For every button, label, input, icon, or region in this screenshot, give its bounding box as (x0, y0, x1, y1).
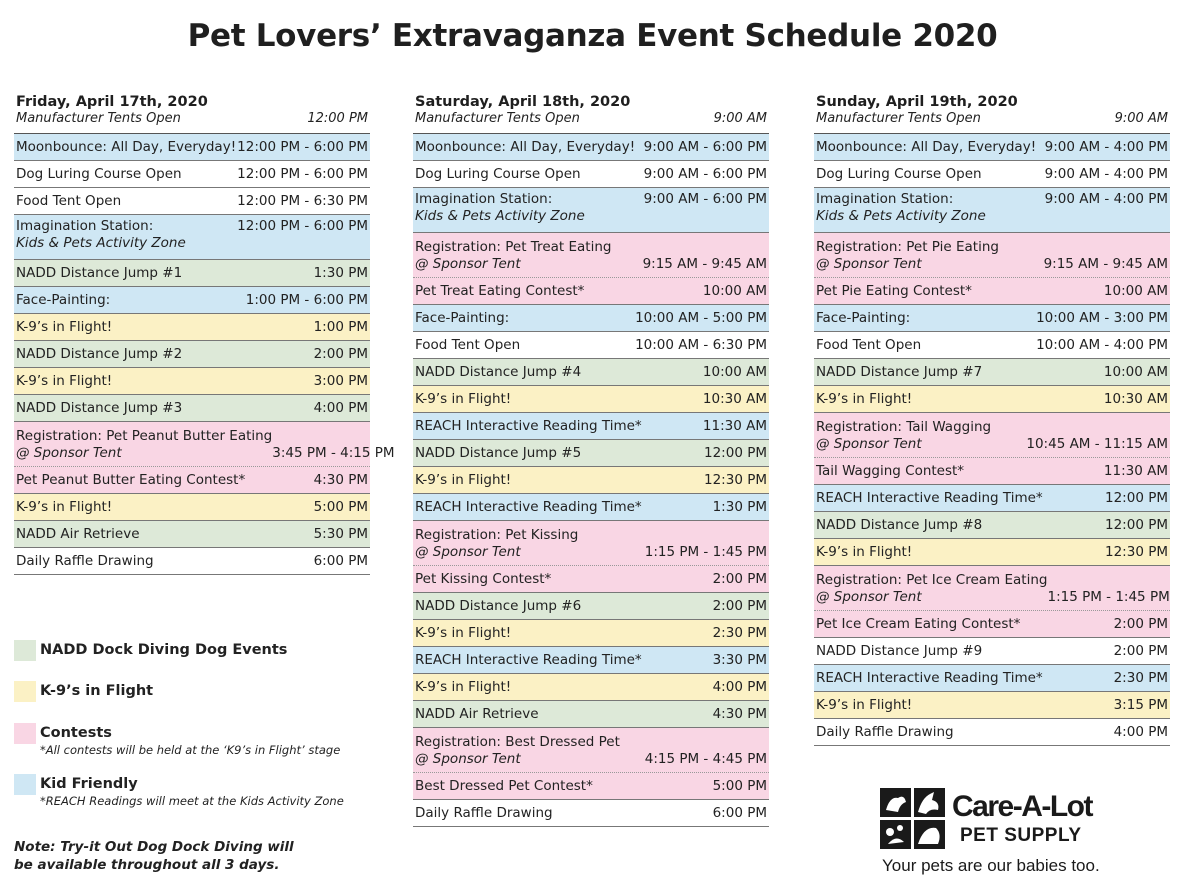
schedule-row (413, 332, 769, 359)
event-name: Moonbounce: All Day, Everyday! (415, 139, 636, 155)
event-label-group (415, 445, 581, 462)
event-label-group (816, 310, 910, 327)
event-name: K-9’s in Flight! (16, 499, 113, 515)
event-label-group (415, 805, 553, 822)
event-time: 12:00 PM - 6:00 PM (237, 139, 368, 155)
event-name: Dog Luring Course Open (16, 166, 182, 182)
event-name: Food Tent Open (16, 193, 122, 209)
event-label-group (816, 391, 912, 408)
schedule-row (413, 233, 769, 278)
event-time: 10:30 AM (1103, 391, 1168, 407)
logo-tagline: Your pets are our babies too. (882, 856, 1100, 875)
event-time: 12:00 PM - 6:00 PM (237, 166, 368, 182)
event-label-group (816, 544, 912, 561)
event-name: REACH Interactive Reading Time* (816, 670, 1043, 686)
day-title: Friday, April 17th, 2020 (16, 94, 208, 110)
schedule-row (14, 260, 370, 287)
event-location: @ Sponsor Tent (16, 445, 122, 461)
event-time: 9:00 AM - 4:00 PM (1044, 166, 1168, 182)
schedule-row (413, 278, 769, 305)
event-label-group (16, 346, 182, 363)
schedule-row (814, 638, 1170, 665)
event-name: Pet Pie Eating Contest* (816, 283, 972, 299)
event-name: REACH Interactive Reading Time* (415, 652, 642, 668)
event-name: Imagination Station: (415, 191, 553, 207)
event-name: Registration: Pet Kissing (415, 527, 579, 543)
event-name: NADD Distance Jump #5 (415, 445, 582, 461)
event-time: 4:15 PM - 4:45 PM (644, 751, 767, 767)
tents-open-line (16, 111, 368, 127)
event-time: 9:00 AM - 6:00 PM (643, 139, 767, 155)
legend-label: K-9’s in Flight (40, 683, 154, 699)
schedule-row (413, 161, 769, 188)
tents-open-line (816, 111, 1168, 127)
event-time: 2:00 PM (1113, 616, 1168, 632)
event-time: 1:00 PM (313, 319, 368, 335)
event-name: NADD Distance Jump #3 (16, 400, 183, 416)
event-name: Imagination Station: (16, 218, 154, 234)
event-name: Registration: Pet Treat Eating (415, 239, 612, 255)
schedule-row (814, 233, 1170, 278)
event-name: K-9’s in Flight! (816, 697, 913, 713)
event-name: NADD Distance Jump #7 (816, 364, 983, 380)
event-name: NADD Distance Jump #9 (816, 643, 983, 659)
event-label-group (16, 193, 121, 210)
event-label-group (816, 283, 972, 300)
legend-swatch-blue (14, 774, 36, 795)
event-name: Registration: Pet Ice Cream Eating (816, 572, 1048, 588)
schedule-row (413, 440, 769, 467)
event-name: Daily Raffle Drawing (816, 724, 954, 740)
event-label-group (16, 553, 154, 570)
event-name: NADD Distance Jump #4 (415, 364, 582, 380)
event-name: Food Tent Open (816, 337, 922, 353)
schedule-row (814, 512, 1170, 539)
event-label-group (415, 679, 511, 696)
event-label-group (415, 239, 611, 273)
event-time: 4:30 PM (313, 472, 368, 488)
legend-item-dock-diving (14, 640, 287, 661)
schedule-row (14, 341, 370, 368)
event-name: Pet Kissing Contest* (415, 571, 552, 587)
tents-open-label: Manufacturer Tents Open (16, 111, 181, 126)
event-name: Pet Peanut Butter Eating Contest* (16, 472, 246, 488)
event-label-group (415, 191, 585, 225)
schedule-row (413, 566, 769, 593)
legend-item-contests (14, 723, 340, 758)
event-time: 2:00 PM (1113, 643, 1168, 659)
legend-item-k9-flight (14, 681, 153, 702)
event-time: 9:00 AM - 4:00 PM (1044, 139, 1168, 155)
event-label-group (415, 499, 642, 516)
event-label-group (816, 364, 982, 381)
schedule-row (14, 395, 370, 422)
event-time: 1:30 PM (712, 499, 767, 515)
schedule-row (413, 647, 769, 674)
event-name: Moonbounce: All Day, Everyday! (816, 139, 1037, 155)
event-name: K-9’s in Flight! (816, 391, 913, 407)
event-location: @ Sponsor Tent (415, 544, 521, 560)
page-title: Pet Lovers’ Extravaganza Event Schedule 2020 (187, 18, 998, 54)
legend-swatch-green (14, 640, 36, 661)
event-location: @ Sponsor Tent (816, 256, 922, 272)
schedule-list (413, 134, 769, 827)
event-time: 12:30 PM (704, 472, 767, 488)
event-label-group (816, 517, 982, 534)
schedule-row (413, 134, 769, 161)
event-name: Face-Painting: (415, 310, 510, 326)
event-label-group (816, 239, 999, 273)
event-time: 9:00 AM - 4:00 PM (1044, 191, 1168, 207)
event-time: 12:30 PM (1105, 544, 1168, 560)
event-time: 3:45 PM - 4:15 PM (272, 445, 395, 461)
event-label-group (816, 697, 912, 714)
schedule-row (814, 692, 1170, 719)
schedule-row (14, 215, 370, 260)
event-label-group (816, 166, 982, 183)
event-time: 4:30 PM (712, 706, 767, 722)
schedule-row (413, 494, 769, 521)
event-name: NADD Air Retrieve (16, 526, 140, 542)
event-location: Kids & Pets Activity Zone (16, 235, 186, 251)
event-name: Face-Painting: (16, 292, 111, 308)
event-label-group (16, 292, 110, 309)
event-time: 10:00 AM - 3:00 PM (1036, 310, 1168, 326)
event-name: K-9’s in Flight! (415, 391, 512, 407)
event-label-group (816, 724, 954, 741)
event-name: NADD Air Retrieve (415, 706, 539, 722)
schedule-row (814, 665, 1170, 692)
event-name: Tail Wagging Contest* (816, 463, 965, 479)
day-header (413, 93, 769, 134)
legend-swatch-yellow (14, 681, 36, 702)
event-label-group (816, 419, 991, 453)
event-label-group (415, 734, 620, 768)
event-name: NADD Distance Jump #1 (16, 265, 183, 281)
event-time: 1:15 PM - 1:45 PM (644, 544, 767, 560)
event-label-group (16, 166, 182, 183)
event-time: 1:00 PM - 6:00 PM (245, 292, 368, 308)
schedule-row (814, 134, 1170, 161)
legend-item-kid-friendly (14, 774, 344, 809)
schedule-row (814, 413, 1170, 458)
tents-open-label: Manufacturer Tents Open (816, 111, 981, 126)
legend-note: *REACH Readings will meet at the Kids Activity Zone (40, 794, 344, 808)
schedule-row (814, 386, 1170, 413)
event-name: Dog Luring Course Open (816, 166, 982, 182)
event-label-group (415, 652, 642, 669)
schedule-row (413, 800, 769, 827)
event-label-group (415, 527, 578, 561)
event-time: 10:00 AM - 6:30 PM (635, 337, 767, 353)
event-name: Best Dressed Pet Contest* (415, 778, 593, 794)
event-name: K-9’s in Flight! (415, 472, 512, 488)
schedule-row (814, 188, 1170, 233)
event-time: 3:30 PM (712, 652, 767, 668)
tents-open-time: 12:00 PM (307, 111, 368, 126)
event-label-group (415, 283, 584, 300)
event-time: 5:00 PM (712, 778, 767, 794)
event-name: Registration: Best Dressed Pet (415, 734, 620, 750)
schedule-row (413, 413, 769, 440)
event-label-group (16, 319, 112, 336)
event-label-group (415, 418, 642, 435)
event-name: REACH Interactive Reading Time* (415, 499, 642, 515)
event-location: @ Sponsor Tent (415, 256, 521, 272)
event-time: 9:00 AM - 6:00 PM (643, 191, 767, 207)
event-time: 9:00 AM - 6:00 PM (643, 166, 767, 182)
schedule-row (814, 611, 1170, 638)
event-location: @ Sponsor Tent (816, 436, 922, 452)
event-name: REACH Interactive Reading Time* (415, 418, 642, 434)
event-label-group (415, 472, 511, 489)
event-time: 2:00 PM (712, 571, 767, 587)
event-name: Registration: Pet Pie Eating (816, 239, 999, 255)
event-label-group (16, 265, 182, 282)
event-label-group (16, 472, 245, 489)
event-time: 10:00 AM - 5:00 PM (635, 310, 767, 326)
event-label-group (415, 139, 635, 156)
day-header (814, 93, 1170, 134)
event-label-group (16, 218, 186, 252)
event-time: 10:30 AM (702, 391, 767, 407)
event-location: @ Sponsor Tent (415, 751, 521, 767)
event-label-group (16, 139, 236, 156)
schedule-row (814, 485, 1170, 512)
event-label-group (16, 400, 182, 417)
event-time: 4:00 PM (1113, 724, 1168, 740)
event-time: 2:30 PM (1113, 670, 1168, 686)
tents-open-line (415, 111, 767, 127)
event-label-group (816, 670, 1043, 687)
schedule-row (14, 467, 370, 494)
event-label-group (415, 625, 511, 642)
event-location: Kids & Pets Activity Zone (415, 208, 585, 224)
event-time: 9:15 AM - 9:45 AM (642, 256, 767, 272)
event-time: 12:00 PM (1105, 517, 1168, 533)
event-name: Pet Ice Cream Eating Contest* (816, 616, 1021, 632)
schedule-row (814, 359, 1170, 386)
schedule-row (14, 161, 370, 188)
event-time: 5:30 PM (313, 526, 368, 542)
schedule-row (14, 548, 370, 575)
schedule-row (413, 359, 769, 386)
schedule-list (14, 134, 395, 575)
legend-label: Kid Friendly (40, 776, 138, 792)
schedule-row (14, 521, 370, 548)
event-name: Daily Raffle Drawing (415, 805, 553, 821)
event-name: Registration: Pet Peanut Butter Eating (16, 428, 273, 444)
event-time: 10:00 AM (1103, 364, 1168, 380)
logo-brand-name: Care-A-Lot (952, 790, 1092, 823)
event-name: Face-Painting: (816, 310, 911, 326)
event-name: Pet Treat Eating Contest* (415, 283, 585, 299)
schedule-row (814, 305, 1170, 332)
event-name: Dog Luring Course Open (415, 166, 581, 182)
event-time: 9:15 AM - 9:45 AM (1043, 256, 1168, 272)
event-time: 6:00 PM (712, 805, 767, 821)
event-name: NADD Distance Jump #6 (415, 598, 582, 614)
schedule-row (413, 620, 769, 647)
event-time: 10:00 AM (702, 364, 767, 380)
event-time: 4:00 PM (712, 679, 767, 695)
event-name: K-9’s in Flight! (816, 544, 913, 560)
schedule-row (814, 719, 1170, 746)
event-time: 10:00 AM (702, 283, 767, 299)
schedule-row (413, 386, 769, 413)
legend-note: *All contests will be held at the ‘K9’s in Flight’ stage (40, 743, 341, 757)
schedule-row (814, 566, 1170, 611)
event-time: 2:00 PM (712, 598, 767, 614)
event-name: K-9’s in Flight! (415, 679, 512, 695)
event-label-group (816, 572, 1047, 606)
event-label-group (816, 139, 1036, 156)
event-label-group (415, 706, 539, 723)
day-column-saturday (413, 93, 769, 827)
event-name: Imagination Station: (816, 191, 954, 207)
event-label-group (816, 337, 921, 354)
event-name: K-9’s in Flight! (16, 319, 113, 335)
schedule-row (14, 368, 370, 395)
event-time: 3:15 PM (1113, 697, 1168, 713)
day-title: Sunday, April 19th, 2020 (816, 94, 1018, 110)
event-label-group (816, 490, 1043, 507)
event-label-group (415, 571, 551, 588)
event-label-group (415, 166, 581, 183)
event-time: 1:30 PM (313, 265, 368, 281)
event-name: Daily Raffle Drawing (16, 553, 154, 569)
event-time: 12:00 PM (1105, 490, 1168, 506)
schedule-row (413, 593, 769, 620)
event-time: 10:45 AM - 11:15 AM (1026, 436, 1168, 452)
schedule-row (14, 188, 370, 215)
event-time: 10:00 AM (1103, 283, 1168, 299)
schedule-row (14, 314, 370, 341)
event-label-group (415, 598, 581, 615)
legend-swatch-pink (14, 723, 36, 744)
event-name: NADD Distance Jump #8 (816, 517, 983, 533)
event-name: Registration: Tail Wagging (816, 419, 992, 435)
event-time: 11:30 AM (1103, 463, 1168, 479)
event-name: K-9’s in Flight! (16, 373, 113, 389)
event-time: 12:00 PM - 6:00 PM (237, 218, 368, 234)
event-location: Kids & Pets Activity Zone (816, 208, 986, 224)
event-time: 11:30 AM (702, 418, 767, 434)
schedule-row (413, 674, 769, 701)
event-label-group (816, 463, 964, 480)
event-label-group (816, 643, 982, 660)
day-column-sunday (814, 93, 1170, 746)
event-time: 3:00 PM (313, 373, 368, 389)
schedule-row (814, 458, 1170, 485)
event-name: K-9’s in Flight! (415, 625, 512, 641)
pets-silhouette-logo-icon (880, 788, 946, 850)
event-time: 1:15 PM - 1:45 PM (1047, 589, 1170, 605)
event-name: Food Tent Open (415, 337, 521, 353)
event-name: NADD Distance Jump #2 (16, 346, 183, 362)
event-label-group (415, 310, 509, 327)
event-name: Moonbounce: All Day, Everyday! (16, 139, 237, 155)
schedule-row (413, 728, 769, 773)
day-column-friday (14, 93, 395, 575)
tents-open-label: Manufacturer Tents Open (415, 111, 580, 126)
schedule-row (814, 278, 1170, 305)
event-time: 12:00 PM - 6:30 PM (237, 193, 368, 209)
event-location: @ Sponsor Tent (816, 589, 922, 605)
logo-brand-subtitle: PET SUPPLY (960, 825, 1082, 846)
schedule-row (413, 305, 769, 332)
event-time: 2:00 PM (313, 346, 368, 362)
event-time: 6:00 PM (313, 553, 368, 569)
schedule-row (413, 521, 769, 566)
event-label-group (415, 364, 581, 381)
schedule-row (14, 422, 395, 467)
event-label-group (816, 191, 986, 225)
event-label-group (16, 526, 140, 543)
event-time: 4:00 PM (313, 400, 368, 416)
schedule-row (413, 701, 769, 728)
dock-diving-note: Note: Try-it Out Dog Dock Diving will be available throughout all 3 days. (14, 839, 294, 873)
event-time: 2:30 PM (712, 625, 767, 641)
schedule-row (413, 188, 769, 233)
event-label-group (16, 428, 272, 462)
event-name: REACH Interactive Reading Time* (816, 490, 1043, 506)
event-time: 10:00 AM - 4:00 PM (1036, 337, 1168, 353)
event-label-group (415, 778, 593, 795)
event-label-group (16, 499, 112, 516)
tents-open-time: 9:00 AM (713, 111, 767, 126)
event-time: 5:00 PM (313, 499, 368, 515)
day-title: Saturday, April 18th, 2020 (415, 94, 631, 110)
event-time: 12:00 PM (704, 445, 767, 461)
schedule-row (814, 332, 1170, 359)
tents-open-time: 9:00 AM (1114, 111, 1168, 126)
event-label-group (415, 337, 520, 354)
event-label-group (816, 616, 1020, 633)
schedule-row (14, 134, 370, 161)
schedule-row (14, 494, 370, 521)
schedule-list (814, 134, 1170, 746)
legend-label: Contests (40, 725, 112, 741)
schedule-row (14, 287, 370, 314)
event-label-group (415, 391, 511, 408)
schedule-row (413, 773, 769, 800)
schedule-row (413, 467, 769, 494)
schedule-row (814, 539, 1170, 566)
day-header (14, 93, 370, 134)
legend-label: NADD Dock Diving Dog Events (40, 642, 288, 658)
event-label-group (16, 373, 112, 390)
care-a-lot-logo (880, 788, 1120, 876)
schedule-row (814, 161, 1170, 188)
